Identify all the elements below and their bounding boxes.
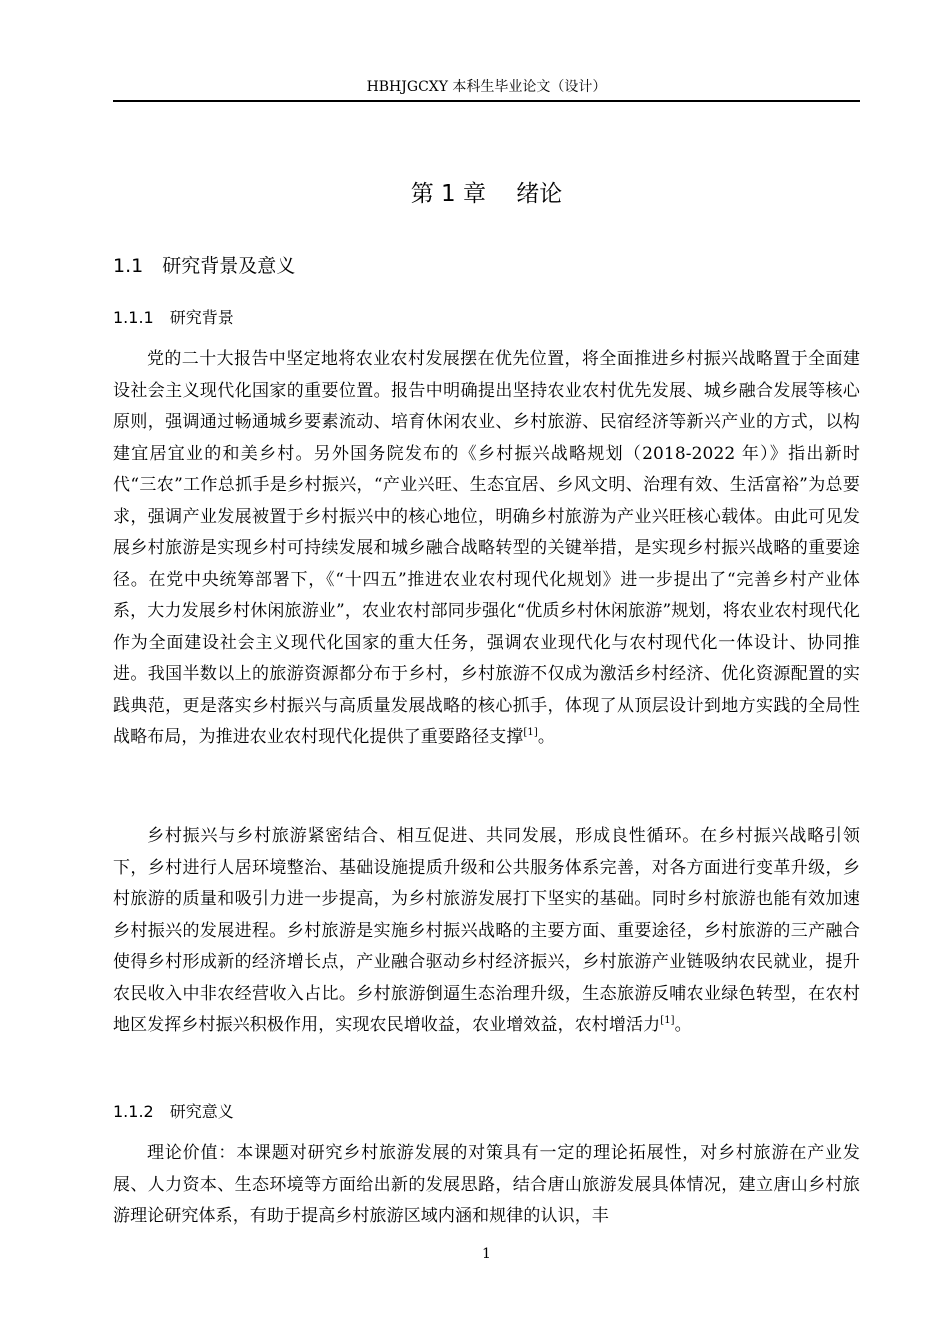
citation: [1]: [660, 1015, 675, 1026]
paragraph-text: 党的二十大报告中坚定地将农业农村发展摆在优先位置，将全面推进乡村振兴战略置于全面建设社会主义现代化国家的重要位置。报告中明确提出坚持农业农村优先发展、城乡融合发展等核心原则，强调通过畅通城乡要素流动、培育休闲农业、乡村旅游、民宿经济等新兴产业的方式，以构建宜居宜业的和美乡村。另外国务院发布的《乡村振兴战略规划（2018-2022 年）》指出新时代“三农”工作总抓手是乡村振兴，“产业兴旺、生态宜居、乡风文明、治理有效、生活富裕”为总要求，强调产业发展被置于乡村振兴中的核心地位，明确乡村旅游为产业兴旺核心载体。由此可见发展乡村旅游是实现乡村可持续发展和城乡融合战略转型的关键举措，是实现乡村振兴战略的重要途径。在党中央统筹部署下，《“十四五”推进农业农村现代化规划》进一步提出了“完善乡村产业体系，大力发展乡村休闲旅游业”，农业农村部同步强化“优质乡村休闲旅游”规划，将农业农村现代化作为全面建设社会主义现代化国家的重大任务，强调农业现代化与农村现代化一体设计、协同推进。我国半数以上的旅游资源都分布于乡村，乡村旅游不仅成为激活乡村经济、优化资源配置的实践典范，更是落实乡村振兴与高质量发展战略的核心抓手，体现了从顶层设计到地方实践的全局性战略布局，为推进农业农村现代化提供了重要路径支撑: [113, 349, 860, 747]
paragraph-end: 。: [537, 727, 555, 747]
page-number: 1: [482, 1246, 491, 1262]
paragraph-background-1: [113, 344, 860, 754]
paragraph-significance: [113, 1138, 860, 1233]
subsection-title-significance: 1.1.2 研究意义: [113, 1102, 234, 1121]
page-header: HBHJGCXY 本科生毕业论文（设计）: [366, 79, 607, 95]
header-rule: [113, 100, 860, 102]
paragraph-text: 乡村振兴与乡村旅游紧密结合、相互促进、共同发展，形成良性循环。在乡村振兴战略引领下，乡村进行人居环境整治、基础设施提质升级和公共服务体系完善，对各方面进行变革升级，乡村旅游的质量和吸引力进一步提高，为乡村旅游发展打下坚实的基础。同时乡村旅游也能有效加速乡村振兴的发展进程。乡村旅游是实施乡村振兴战略的主要方面、重要途径，乡村旅游的三产融合使得乡村形成新的经济增长点，产业融合驱动乡村经济振兴，乡村旅游产业链吸纳农民就业，提升农民收入中非农经营收入占比。乡村旅游倒逼生态治理升级，生态旅游反哺农业绿色转型，在农村地区发挥乡村振兴积极作用，实现农民增收益，农业增效益，农村增活力: [113, 826, 860, 1035]
citation: [1]: [523, 727, 538, 738]
section-title: 1.1 研究背景及意义: [113, 255, 296, 277]
paragraph-text: 理论价值：本课题对研究乡村旅游发展的对策具有一定的理论拓展性，对乡村旅游在产业发展、人力资本、生态环境等方面给出新的发展思路，结合唐山旅游发展具体情况，建立唐山乡村旅游理论研究体系，有助于提高乡村旅游区域内涵和规律的认识，丰: [113, 1143, 860, 1226]
paragraph-end: 。: [674, 1015, 692, 1035]
subsection-title-background: 1.1.1 研究背景: [113, 308, 234, 327]
paragraph-background-2: [113, 821, 860, 1042]
chapter-title: 第 1 章 绪论: [410, 181, 563, 207]
